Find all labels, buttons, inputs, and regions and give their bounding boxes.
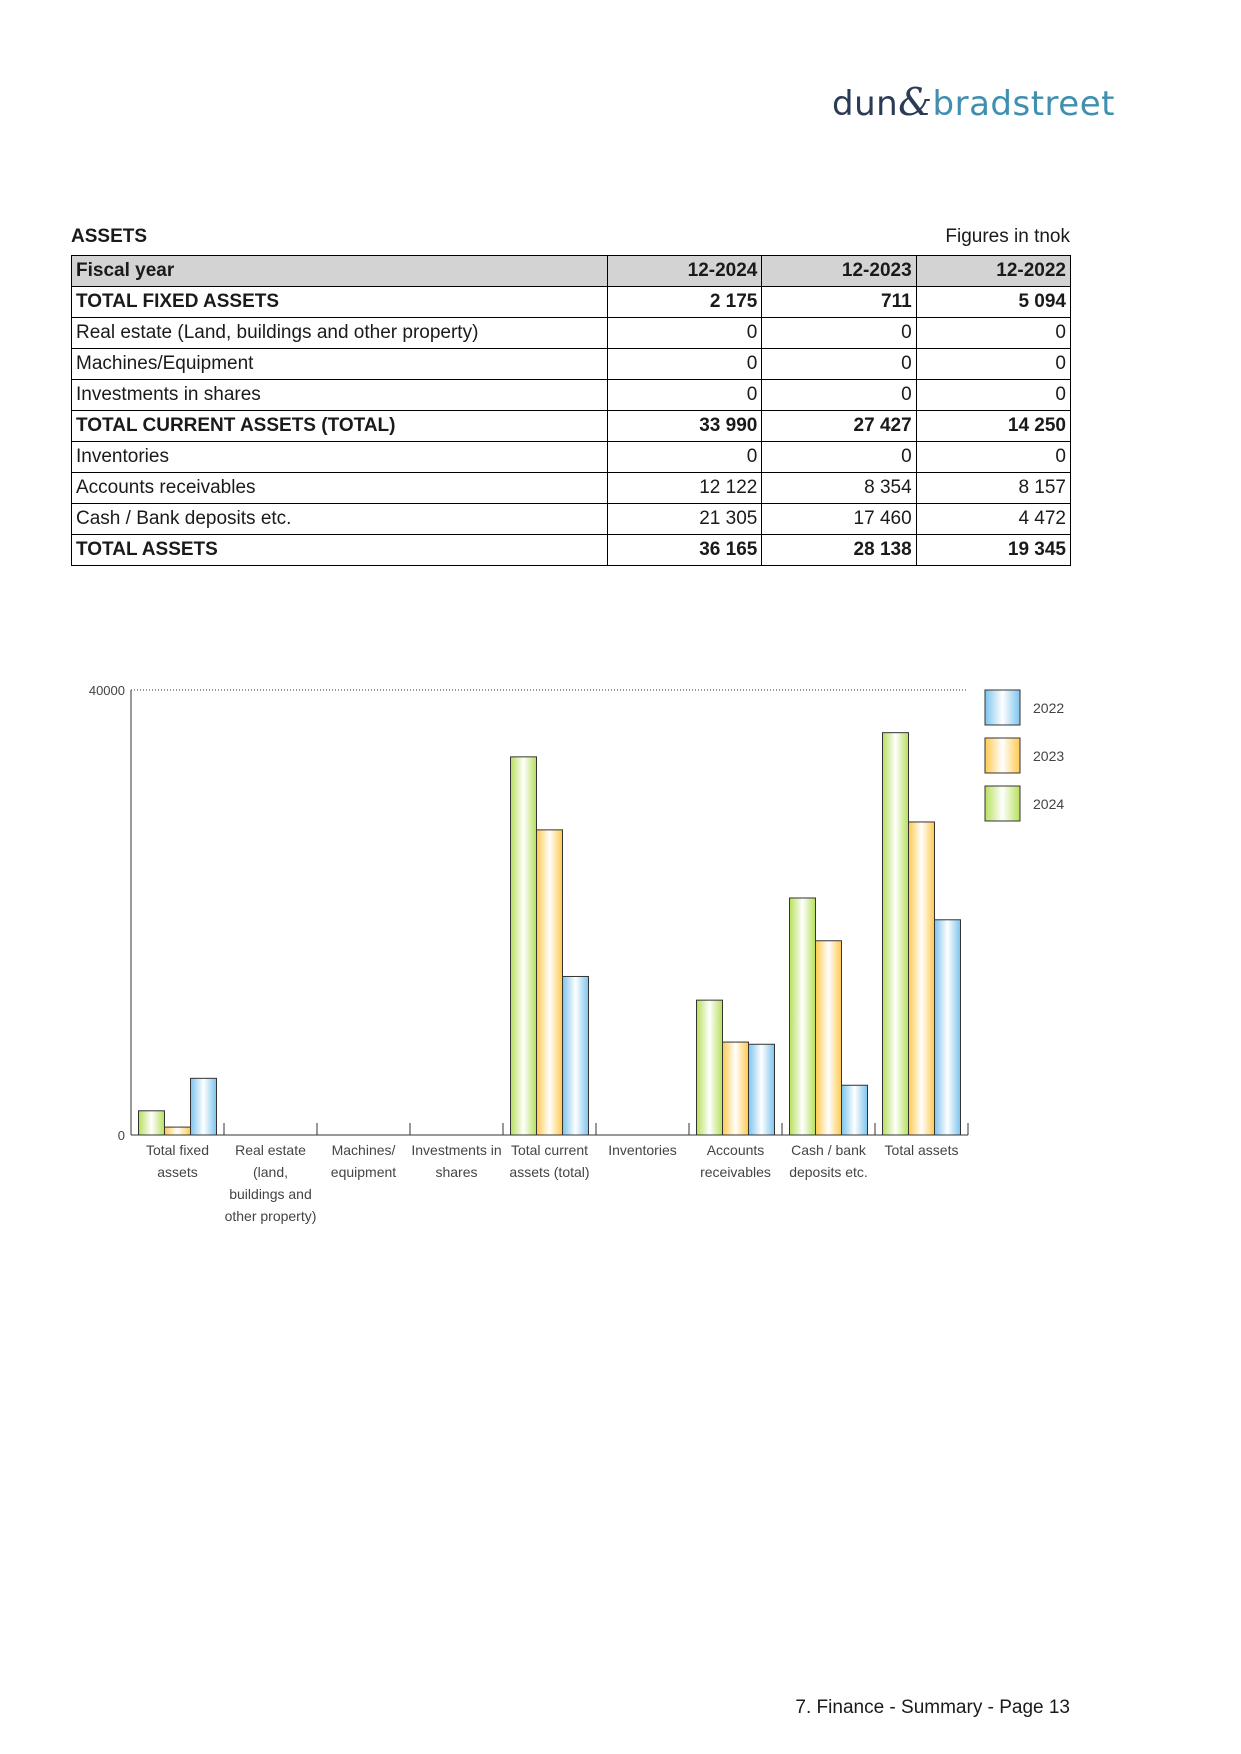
- row-value: 19 345: [916, 535, 1070, 566]
- x-tick-label: deposits etc.: [789, 1164, 868, 1180]
- row-value: 0: [762, 442, 916, 473]
- x-tick-label: Machines/: [331, 1142, 396, 1158]
- bar-2023: [816, 941, 842, 1135]
- row-value: 0: [762, 380, 916, 411]
- x-tick-label: shares: [435, 1164, 478, 1180]
- logo-ampersand: &: [898, 80, 933, 124]
- table-row: [72, 535, 1071, 566]
- row-value: 0: [608, 442, 762, 473]
- table-row: [72, 442, 1071, 473]
- row-label: Inventories: [72, 442, 608, 473]
- row-value: 0: [916, 442, 1070, 473]
- legend-swatch-2023: [985, 738, 1020, 773]
- row-label: Real estate (Land, buildings and other property): [72, 318, 608, 349]
- table-row: [72, 287, 1071, 318]
- table-row: [72, 473, 1071, 504]
- row-value: 21 305: [608, 504, 762, 535]
- x-tick-label: Real estate: [235, 1142, 306, 1158]
- row-label: Machines/Equipment: [72, 349, 608, 380]
- row-value: 0: [608, 380, 762, 411]
- bar-2023: [537, 830, 563, 1135]
- x-tick-label: equipment: [330, 1164, 397, 1180]
- x-tick-label: Accounts: [706, 1142, 765, 1158]
- assets-table: [71, 255, 1071, 566]
- page-footer: 7. Finance - Summary - Page 13: [795, 1697, 1070, 1718]
- bar-2022: [842, 1085, 868, 1135]
- bar-2023: [909, 822, 935, 1135]
- row-value: 711: [762, 287, 916, 318]
- figures-unit-note: Figures in tnok: [945, 226, 1070, 247]
- row-label: Accounts receivables: [72, 473, 608, 504]
- legend-label: 2022: [1033, 700, 1065, 716]
- legend-swatch-2022: [985, 690, 1020, 725]
- row-value: 0: [608, 318, 762, 349]
- x-tick-label: other property): [224, 1208, 317, 1224]
- x-tick-label: Total current: [510, 1142, 589, 1158]
- row-value: 0: [916, 380, 1070, 411]
- legend-swatch-2024: [985, 786, 1020, 821]
- x-tick-label: Total fixed: [145, 1142, 210, 1158]
- bar-2022: [749, 1044, 775, 1135]
- table-body: [72, 287, 1071, 566]
- legend-label: 2024: [1033, 796, 1065, 812]
- bar-2023: [723, 1042, 749, 1135]
- col-header-fiscal-year: Fiscal year: [72, 256, 608, 287]
- logo-part-bradstreet: bradstreet: [932, 84, 1115, 124]
- x-tick-label: Investments in: [411, 1142, 502, 1158]
- assets-bar-chart: [0, 660, 1100, 1240]
- col-header-2023: 12-2023: [762, 256, 916, 287]
- bar-2023: [165, 1127, 191, 1135]
- row-label: TOTAL ASSETS: [72, 535, 608, 566]
- x-tick-label: receivables: [700, 1164, 771, 1180]
- assets-title: ASSETS: [71, 226, 148, 247]
- row-value: 27 427: [762, 411, 916, 442]
- row-label: TOTAL CURRENT ASSETS (TOTAL): [72, 411, 608, 442]
- x-tick-label: assets (total): [509, 1164, 590, 1180]
- row-value: 12 122: [608, 473, 762, 504]
- x-tick-label: Inventories: [608, 1142, 677, 1158]
- row-value: 0: [762, 318, 916, 349]
- row-value: 17 460: [762, 504, 916, 535]
- logo-part-dun: dun: [832, 84, 899, 124]
- x-tick-label: buildings and: [229, 1186, 312, 1202]
- table-row: [72, 411, 1071, 442]
- row-label: TOTAL FIXED ASSETS: [72, 287, 608, 318]
- bar-2024: [790, 898, 816, 1135]
- bar-2022: [563, 976, 589, 1135]
- dun-bradstreet-logo: [832, 80, 1115, 124]
- row-value: 28 138: [762, 535, 916, 566]
- row-value: 2 175: [608, 287, 762, 318]
- x-tick-label: assets: [157, 1164, 198, 1180]
- row-label: Investments in shares: [72, 380, 608, 411]
- bar-2022: [935, 920, 961, 1135]
- bar-2024: [883, 733, 909, 1135]
- legend-label: 2023: [1033, 748, 1065, 764]
- table-row: [72, 349, 1071, 380]
- row-value: 0: [916, 349, 1070, 380]
- table-row: [72, 380, 1071, 411]
- row-value: 5 094: [916, 287, 1070, 318]
- x-tick-label: Total assets: [884, 1142, 959, 1158]
- table-header-row: [72, 256, 1071, 287]
- x-tick-label: (land,: [252, 1164, 289, 1180]
- bar-2024: [511, 757, 537, 1135]
- bar-2024: [139, 1111, 165, 1135]
- y-tick-label: 0: [117, 1128, 125, 1143]
- row-value: 4 472: [916, 504, 1070, 535]
- row-value: 14 250: [916, 411, 1070, 442]
- x-tick-label: Cash / bank: [791, 1142, 866, 1158]
- row-value: 0: [916, 318, 1070, 349]
- row-value: 33 990: [608, 411, 762, 442]
- col-header-2022: 12-2022: [916, 256, 1070, 287]
- table-row: [72, 318, 1071, 349]
- row-value: 0: [608, 349, 762, 380]
- row-value: 0: [762, 349, 916, 380]
- row-value: 36 165: [608, 535, 762, 566]
- table-row: [72, 504, 1071, 535]
- y-tick-label: 40000: [88, 683, 125, 698]
- bar-2022: [191, 1078, 217, 1135]
- col-header-2024: 12-2024: [608, 256, 762, 287]
- bar-2024: [697, 1000, 723, 1135]
- row-value: 8 157: [916, 473, 1070, 504]
- row-label: Cash / Bank deposits etc.: [72, 504, 608, 535]
- row-value: 8 354: [762, 473, 916, 504]
